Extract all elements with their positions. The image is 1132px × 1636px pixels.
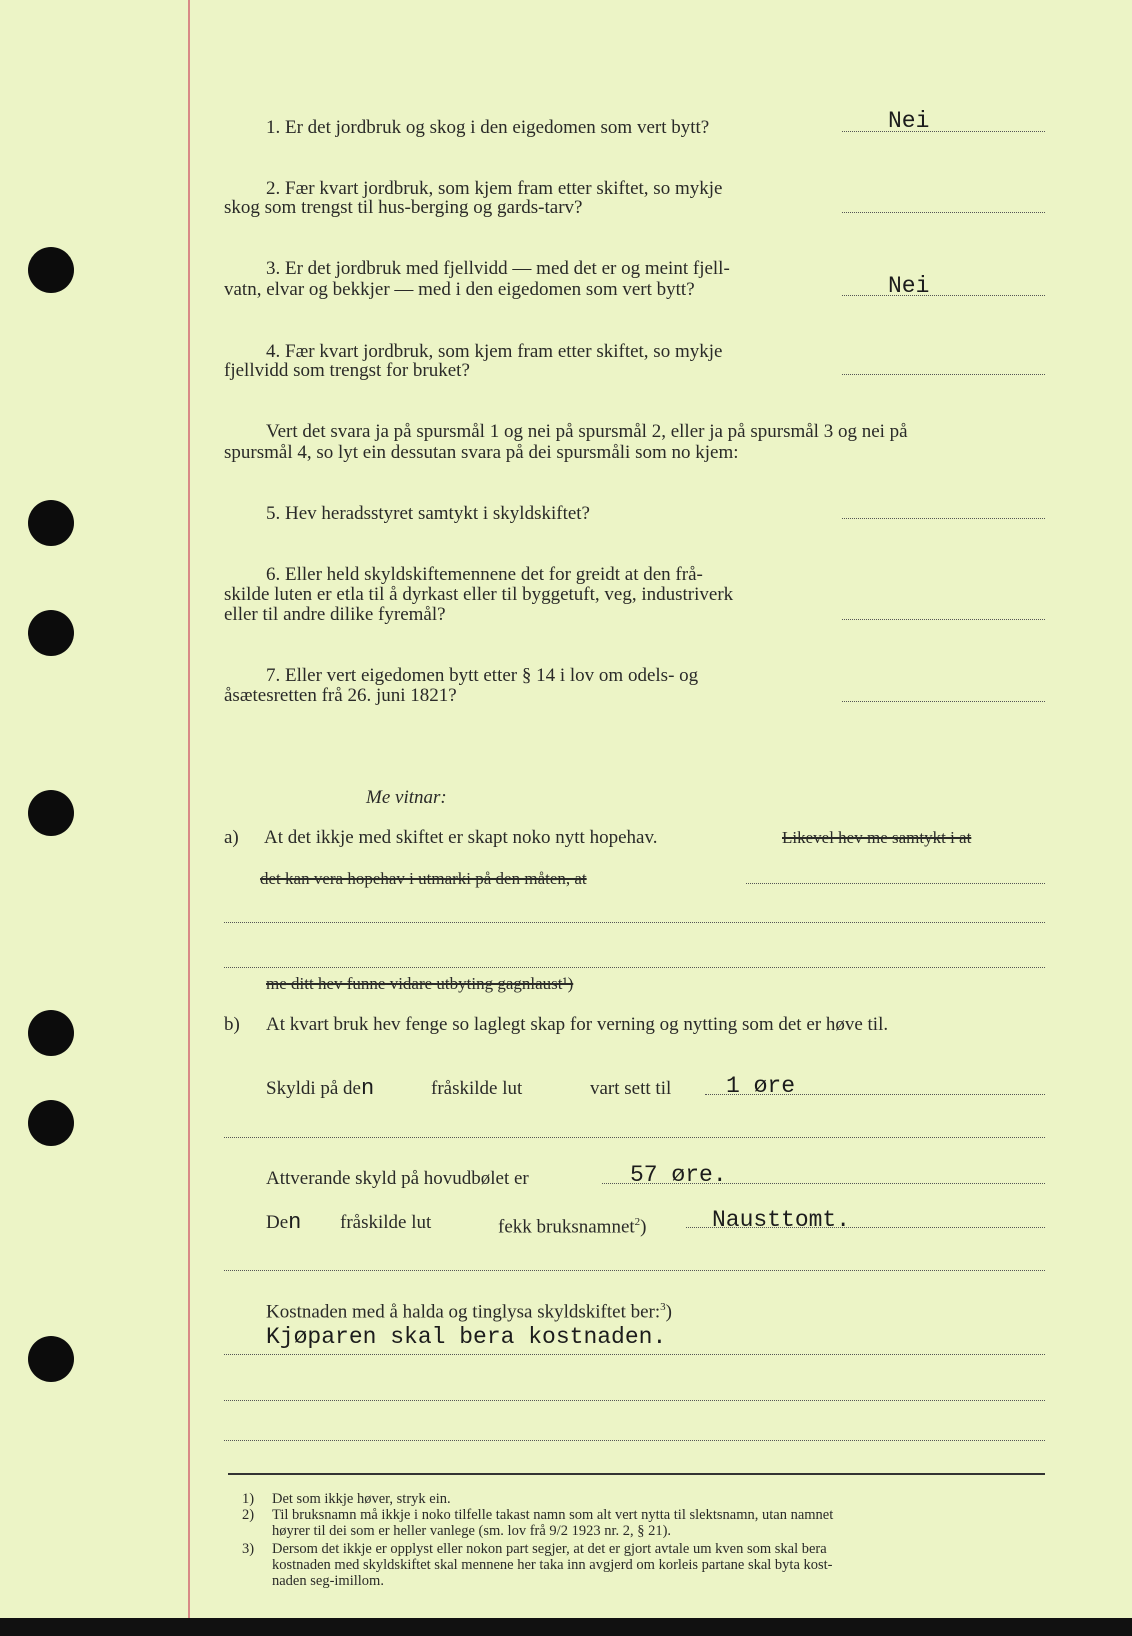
- kostnad-label: [266, 1297, 672, 1322]
- answer-line: [842, 701, 1045, 702]
- footnote-1-mark: 1): [242, 1491, 255, 1507]
- answer-line: [842, 131, 1045, 132]
- clause-a-struck-2: det kan vera hopehav i utmarki på den måten, at: [260, 869, 587, 888]
- question-3-line1: 3. Er det jordbruk med fjellvidd — med det er og meint fjell-: [266, 258, 730, 279]
- clause-a-text: At det ikkje med skiftet er skapt noko nytt hopehav.: [264, 827, 658, 848]
- punch-hole: [28, 500, 74, 546]
- bruksnamn-value: Nausttomt.: [712, 1207, 851, 1233]
- den-hand-suffix: n: [288, 1210, 302, 1235]
- question-7-line2: åsætesretten frå 26. juni 1821?: [224, 685, 457, 706]
- question-5: 5. Hev heradsstyret samtykt i skyldskiftet?: [266, 503, 590, 524]
- answer-line: [842, 619, 1045, 620]
- question-7-line1: 7. Eller vert eigedomen bytt etter § 14 i lov om odels- og: [266, 665, 699, 686]
- footnote-3-mark: 3): [242, 1541, 255, 1557]
- blank-line: [224, 1440, 1045, 1441]
- blank-line: [224, 967, 1045, 968]
- footnote-rule: [228, 1473, 1045, 1475]
- red-margin-line: [188, 0, 190, 1636]
- intro-line1: Vert det svara ja på spursmål 1 og nei på spursmål 2, eller ja på spursmål 3 og nei på: [266, 421, 908, 442]
- skyld-hand-suffix: n: [361, 1076, 375, 1101]
- punch-hole: [28, 1336, 74, 1382]
- kostnad-value: Kjøparen skal bera kostnaden.: [266, 1324, 667, 1350]
- punch-hole: [28, 247, 74, 293]
- question-6-line2: skilde luten er etla til å dyrkast eller til byggetuft, veg, industriverk: [224, 584, 734, 605]
- clause-a-label: a): [224, 827, 239, 848]
- punch-hole: [28, 1100, 74, 1146]
- punch-hole: [28, 790, 74, 836]
- den-mid: fråskilde lut: [340, 1212, 432, 1233]
- attverande-label: Attverande skyld på hovudbølet er: [266, 1168, 529, 1189]
- blank-line: [224, 1354, 1045, 1355]
- question-2-line2: skog som trengst til hus-berging og gards-tarv?: [224, 197, 583, 218]
- den-label: [266, 1212, 301, 1233]
- den-prefix: De: [266, 1212, 289, 1233]
- footnote-2-mark: 2): [242, 1507, 255, 1523]
- punch-hole: [28, 610, 74, 656]
- attverande-value: 57 øre.: [630, 1162, 727, 1188]
- answer-q3: Nei: [888, 273, 930, 299]
- skyld-mid: fråskilde lut: [431, 1078, 523, 1099]
- question-1: 1. Er det jordbruk og skog i den eigedomen som vert bytt?: [266, 117, 710, 138]
- kostnad-footnote-ref: 3: [660, 1301, 666, 1313]
- skyld-label: [266, 1078, 374, 1099]
- answer-q1: Nei: [888, 108, 930, 134]
- question-3-line2: vatn, elvar og bekkjer — med i den eigedomen som vert bytt?: [224, 279, 695, 300]
- footnote-1-line1: Det som ikkje høver, stryk ein.: [272, 1491, 451, 1507]
- bruksnamn-label-text: fekk bruksnamnet: [498, 1216, 635, 1238]
- blank-line: [746, 883, 1045, 884]
- bruksnamn-label: [498, 1212, 646, 1237]
- footnote-2-line2: høyrer til dei som er heller vanlege (sm. lov frå 9/2 1923 nr. 2, § 21).: [272, 1523, 672, 1539]
- question-6-line3: eller til andre dilike fyremål?: [224, 604, 446, 625]
- blank-line: [224, 1270, 1045, 1271]
- witness-heading: Me vitnar:: [366, 787, 447, 808]
- footnote-2-line1: Til bruksnamn må ikkje i noko tilfelle takast namn som alt vert nytta til slektsnamn, utan namnet: [272, 1507, 834, 1523]
- bruksnamn-paren: ): [640, 1216, 647, 1238]
- clause-b-label: b): [224, 1014, 240, 1035]
- answer-line: [842, 212, 1045, 213]
- clause-a-struck-1: Likevel hev me samtykt i at: [782, 828, 972, 847]
- bruksnamn-footnote-ref: 2: [634, 1216, 641, 1228]
- blank-line: [224, 1400, 1045, 1401]
- footnote-3-line2: kostnaden med skyldskiftet skal mennene her taka inn avgjerd om korleis partane skal byta kost-: [272, 1557, 833, 1573]
- question-6-line1: 6. Eller held skyldskiftemennene det for greidt at den frå-: [266, 564, 703, 585]
- answer-line: [842, 374, 1045, 375]
- question-4-line1: 4. Fær kvart jordbruk, som kjem fram etter skiftet, so mykje: [266, 341, 723, 362]
- skyld-value: 1 øre: [726, 1073, 796, 1099]
- skyld-label2: vart sett til: [590, 1078, 672, 1099]
- kostnad-label-text: Kostnaden med å halda og tinglysa skyldskiftet ber:: [266, 1301, 661, 1323]
- clause-a-struck-3: me ditt hev funne vidare utbyting gagnlaust¹): [266, 974, 574, 993]
- question-4-line2: fjellvidd som trengst for bruket?: [224, 360, 470, 381]
- answer-line: [842, 295, 1045, 296]
- scan-border: [0, 1618, 1132, 1636]
- clause-b-text: At kvart bruk hev fenge so laglegt skap for verning og nytting som det er høve til.: [266, 1014, 889, 1035]
- question-2-line1: 2. Fær kvart jordbruk, som kjem fram etter skiftet, so mykje: [266, 178, 723, 199]
- intro-line2: spursmål 4, so lyt ein dessutan svara på dei spursmåli som no kjem:: [224, 442, 739, 463]
- blank-line: [224, 1137, 1045, 1138]
- blank-line: [224, 922, 1045, 923]
- footnote-3-line1: Dersom det ikkje er opplyst eller nokon part segjer, at det er gjort avtale um kven som skal bera: [272, 1541, 827, 1557]
- footnote-3-line3: naden seg-imillom.: [272, 1573, 384, 1589]
- skyld-prefix: Skyldi på de: [266, 1078, 361, 1099]
- punch-hole: [28, 1010, 74, 1056]
- answer-line: [842, 518, 1045, 519]
- kostnad-paren: ): [665, 1301, 672, 1323]
